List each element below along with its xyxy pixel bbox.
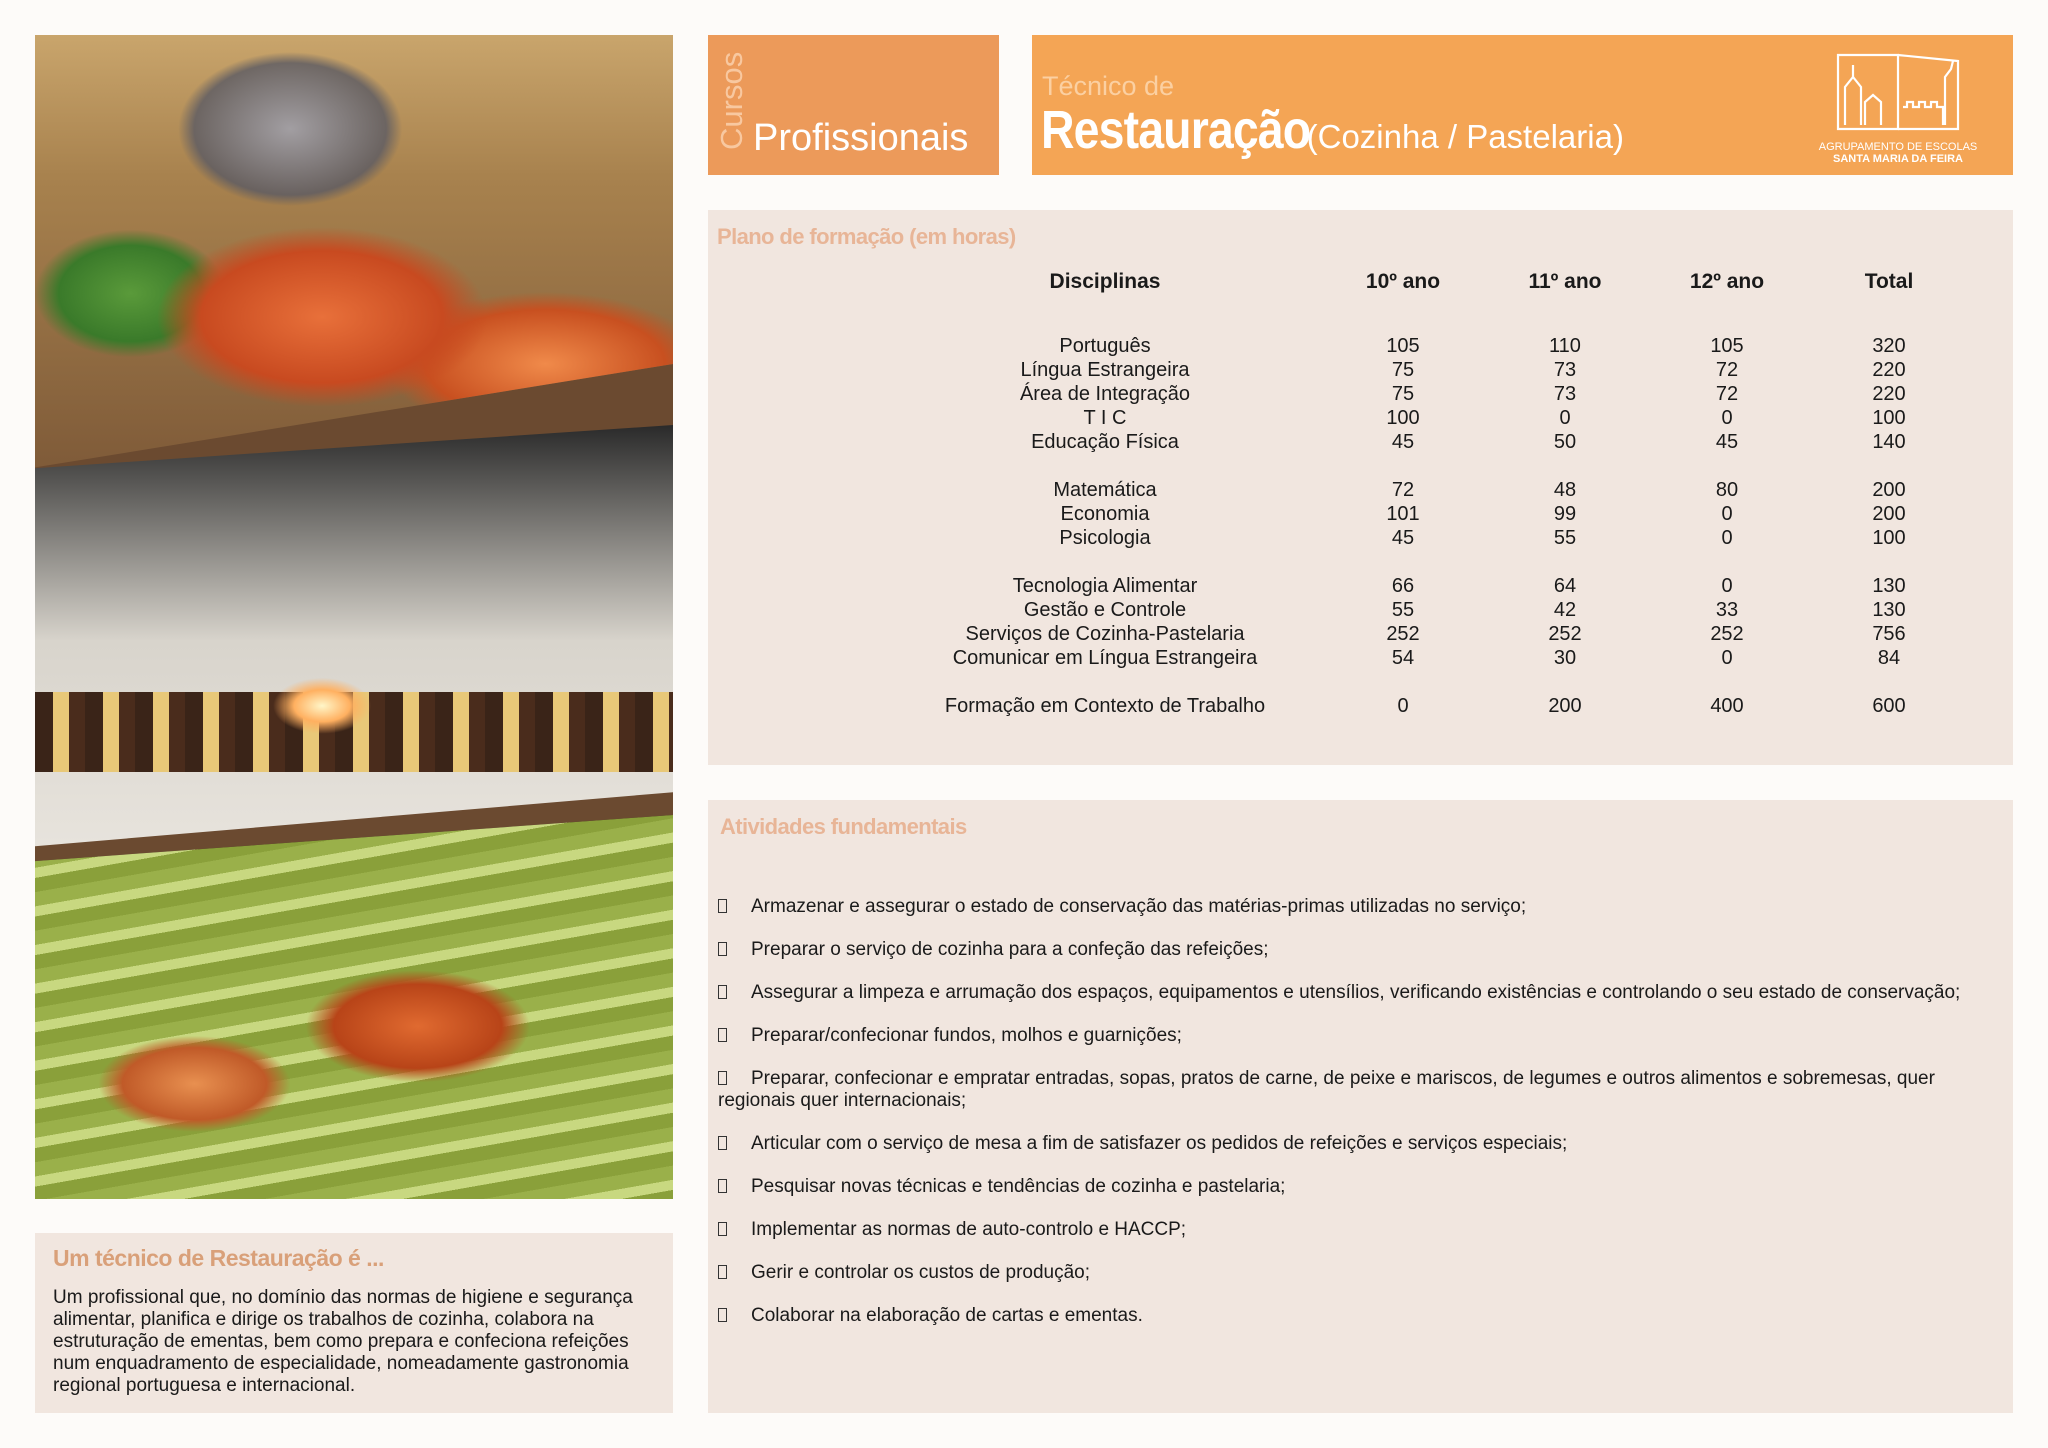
hours-cell: 45 <box>1391 527 1415 549</box>
hours-cell: 45 <box>1715 431 1739 453</box>
school-logo <box>1803 47 1993 165</box>
hours-cell: 0 <box>1721 407 1733 429</box>
hours-cell: 45 <box>1391 431 1415 453</box>
table-row <box>888 478 1970 502</box>
plan-title: Plano de formação (em horas) <box>717 224 1016 249</box>
hours-cell: 101 <box>1386 503 1420 525</box>
hours-cell: 0 <box>1721 503 1733 525</box>
title-subtitle: (Cozinha / Pastelaria) <box>1306 118 1624 155</box>
hours-cell: 72 <box>1715 359 1739 381</box>
bullet-box-icon <box>718 1222 727 1236</box>
hours-cell: 55 <box>1391 599 1415 621</box>
bullet-box-icon <box>718 985 727 999</box>
header-12-ano: 12º ano <box>1689 270 1765 293</box>
list-item <box>718 1305 2008 1327</box>
intro-title: Um técnico de Restauração é ... <box>53 1245 384 1271</box>
table-row <box>888 334 1970 358</box>
intro-box <box>35 1233 673 1413</box>
table-row <box>888 358 1970 382</box>
activities-title: Atividades fundamentais <box>720 814 967 839</box>
table-row <box>888 502 1970 526</box>
hours-cell: 100 <box>1872 527 1906 549</box>
hours-cell: 0 <box>1721 575 1733 597</box>
bullet-box-icon <box>718 1028 727 1042</box>
hours-cell: 105 <box>1386 335 1420 357</box>
hours-cell: 50 <box>1553 431 1577 453</box>
table-row <box>888 622 1970 646</box>
hours-cell: 100 <box>1872 407 1906 429</box>
hours-cell: 105 <box>1710 335 1744 357</box>
hours-cell: 42 <box>1553 599 1577 621</box>
hours-cell: 200 <box>1872 479 1906 501</box>
hours-cell: 220 <box>1872 359 1906 381</box>
hours-cell: 400 <box>1710 695 1744 717</box>
table-row <box>888 694 1970 718</box>
list-item <box>718 1068 2008 1112</box>
hours-cell: 72 <box>1715 383 1739 405</box>
bullet-box-icon <box>718 1308 727 1322</box>
hours-cell: 33 <box>1715 599 1739 621</box>
activity-text: Gerir e controlar os custos de produção; <box>751 1262 1091 1283</box>
hours-cell: 0 <box>1721 527 1733 549</box>
plan-table-body <box>888 334 1970 718</box>
header-disciplinas: Disciplinas <box>1049 270 1161 293</box>
list-item <box>718 982 2008 1004</box>
table-row <box>888 574 1970 598</box>
activity-text: Colaborar na elaboração de cartas e ementas. <box>751 1305 1143 1326</box>
hours-cell: 75 <box>1391 383 1415 405</box>
hours-cell: 48 <box>1553 479 1577 501</box>
title-main: Restauração <box>1041 100 1311 160</box>
hours-cell: 130 <box>1872 599 1906 621</box>
hours-cell: 73 <box>1553 359 1577 381</box>
hours-cell: 320 <box>1872 335 1906 357</box>
discipline-cell: Economia <box>1060 503 1150 525</box>
activity-text: Preparar, confecionar e empratar entradas, sopas, pratos de carne, de peixe e mariscos, de legumes e outros alimentos e sobremesas, quer regionais quer internacionais; <box>718 1068 1935 1111</box>
intro-text: Um profissional que, no domínio das normas de higiene e segurança alimentar, planifica e dirige os trabalhos de cozinha, colabora na estruturação de ementas, bem como prepara e confeciona refeições num enquadramento de especialidade, nomeadamente gastronomia regional portuguesa e internacional. <box>53 1287 633 1396</box>
hours-cell: 252 <box>1710 623 1744 645</box>
table-row <box>888 526 1970 550</box>
hours-cell: 0 <box>1559 407 1571 429</box>
discipline-cell: Matemática <box>1053 479 1157 501</box>
header-total: Total <box>1864 270 1914 293</box>
activity-text: Armazenar e assegurar o estado de conservação das matérias-primas utilizadas no serviço; <box>751 896 1527 917</box>
list-item <box>718 939 2008 961</box>
hours-cell: 80 <box>1715 479 1739 501</box>
hours-cell: 64 <box>1553 575 1577 597</box>
bullet-box-icon <box>718 1071 727 1085</box>
logo-line-1: AGRUPAMENTO DE ESCOLAS <box>1818 141 1978 153</box>
activities-list <box>718 896 2008 1348</box>
hours-cell: 220 <box>1872 383 1906 405</box>
header-11-ano: 11º ano <box>1528 270 1602 293</box>
hours-cell: 99 <box>1553 503 1577 525</box>
hours-cell: 130 <box>1872 575 1906 597</box>
bullet-box-icon <box>718 942 727 956</box>
list-item <box>718 1025 2008 1047</box>
hours-cell: 0 <box>1721 647 1733 669</box>
hours-cell: 200 <box>1872 503 1906 525</box>
training-plan-table <box>888 270 1970 718</box>
hours-cell: 73 <box>1553 383 1577 405</box>
table-header-row <box>888 270 1970 310</box>
hours-cell: 252 <box>1386 623 1420 645</box>
cursos-vertical-label: Cursos <box>714 51 749 150</box>
hours-cell: 252 <box>1548 623 1582 645</box>
hours-cell: 84 <box>1877 647 1901 669</box>
training-plan-box <box>708 210 2013 765</box>
discipline-cell: Educação Física <box>1031 431 1179 453</box>
hours-cell: 30 <box>1553 647 1577 669</box>
hours-cell: 110 <box>1549 335 1581 357</box>
table-row <box>888 406 1970 430</box>
list-item <box>718 1133 2008 1155</box>
discipline-cell: Psicologia <box>1059 527 1151 549</box>
discipline-cell: T I C <box>1083 407 1127 429</box>
hours-cell: 66 <box>1391 575 1415 597</box>
seafood-buffet-photo <box>35 815 673 1199</box>
hours-cell: 140 <box>1872 431 1906 453</box>
table-row <box>888 646 1970 670</box>
header-10-ano: 10º ano <box>1365 270 1441 293</box>
bullet-box-icon <box>718 1136 727 1150</box>
photo-collage <box>35 35 673 1199</box>
logo-line-2: SANTA MARIA DA FEIRA <box>1833 153 1963 165</box>
bullet-box-icon <box>718 1179 727 1193</box>
hours-cell: 75 <box>1391 359 1415 381</box>
list-item <box>718 896 2008 918</box>
discipline-cell: Português <box>1059 335 1151 357</box>
hours-cell: 54 <box>1391 647 1415 669</box>
bullet-box-icon <box>718 899 727 913</box>
list-item <box>718 1176 2008 1198</box>
discipline-cell: Formação em Contexto de Trabalho <box>944 695 1266 717</box>
discipline-cell: Comunicar em Língua Estrangeira <box>952 647 1258 669</box>
title-prefix: Técnico de <box>1042 71 1175 101</box>
activity-text: Preparar/confecionar fundos, molhos e guarnições; <box>751 1025 1182 1046</box>
hours-cell: 600 <box>1872 695 1906 717</box>
bullet-box-icon <box>718 1265 727 1279</box>
discipline-cell: Gestão e Controle <box>1023 599 1187 621</box>
table-row <box>888 598 1970 622</box>
table-row <box>888 430 1970 454</box>
castle-logo-icon <box>1803 47 1993 139</box>
activity-text: Articular com o serviço de mesa a fim de satisfazer os pedidos de refeições e serviços especiais; <box>751 1133 1568 1154</box>
cursos-header <box>708 35 999 175</box>
hours-cell: 200 <box>1548 695 1582 717</box>
list-item <box>718 1262 2008 1284</box>
logo-text <box>1803 141 1993 165</box>
hours-cell: 55 <box>1553 527 1577 549</box>
discipline-cell: Tecnologia Alimentar <box>1012 575 1198 597</box>
hours-cell: 756 <box>1872 623 1906 645</box>
page-title <box>1041 99 1624 161</box>
discipline-cell: Área de Integração <box>1019 383 1191 405</box>
activity-text: Implementar as normas de auto-controlo e HACCP; <box>751 1219 1187 1240</box>
discipline-cell: Língua Estrangeira <box>1020 359 1190 381</box>
discipline-cell: Serviços de Cozinha-Pastelaria <box>965 623 1245 645</box>
cursos-main-label: Profissionais <box>753 117 969 159</box>
course-title-header <box>1032 35 2013 175</box>
activities-box <box>708 800 2013 1413</box>
activity-text: Preparar o serviço de cozinha para a confeção das refeições; <box>751 939 1269 960</box>
activity-text: Pesquisar novas técnicas e tendências de cozinha e pastelaria; <box>751 1176 1286 1197</box>
hours-cell: 0 <box>1397 695 1409 717</box>
list-item <box>718 1219 2008 1241</box>
hours-cell: 100 <box>1386 407 1420 429</box>
activity-text: Assegurar a limpeza e arrumação dos espaços, equipamentos e utensílios, verificando existências e controlando o seu estado de conservação; <box>751 982 1961 1003</box>
table-row <box>888 382 1970 406</box>
hours-cell: 72 <box>1391 479 1415 501</box>
